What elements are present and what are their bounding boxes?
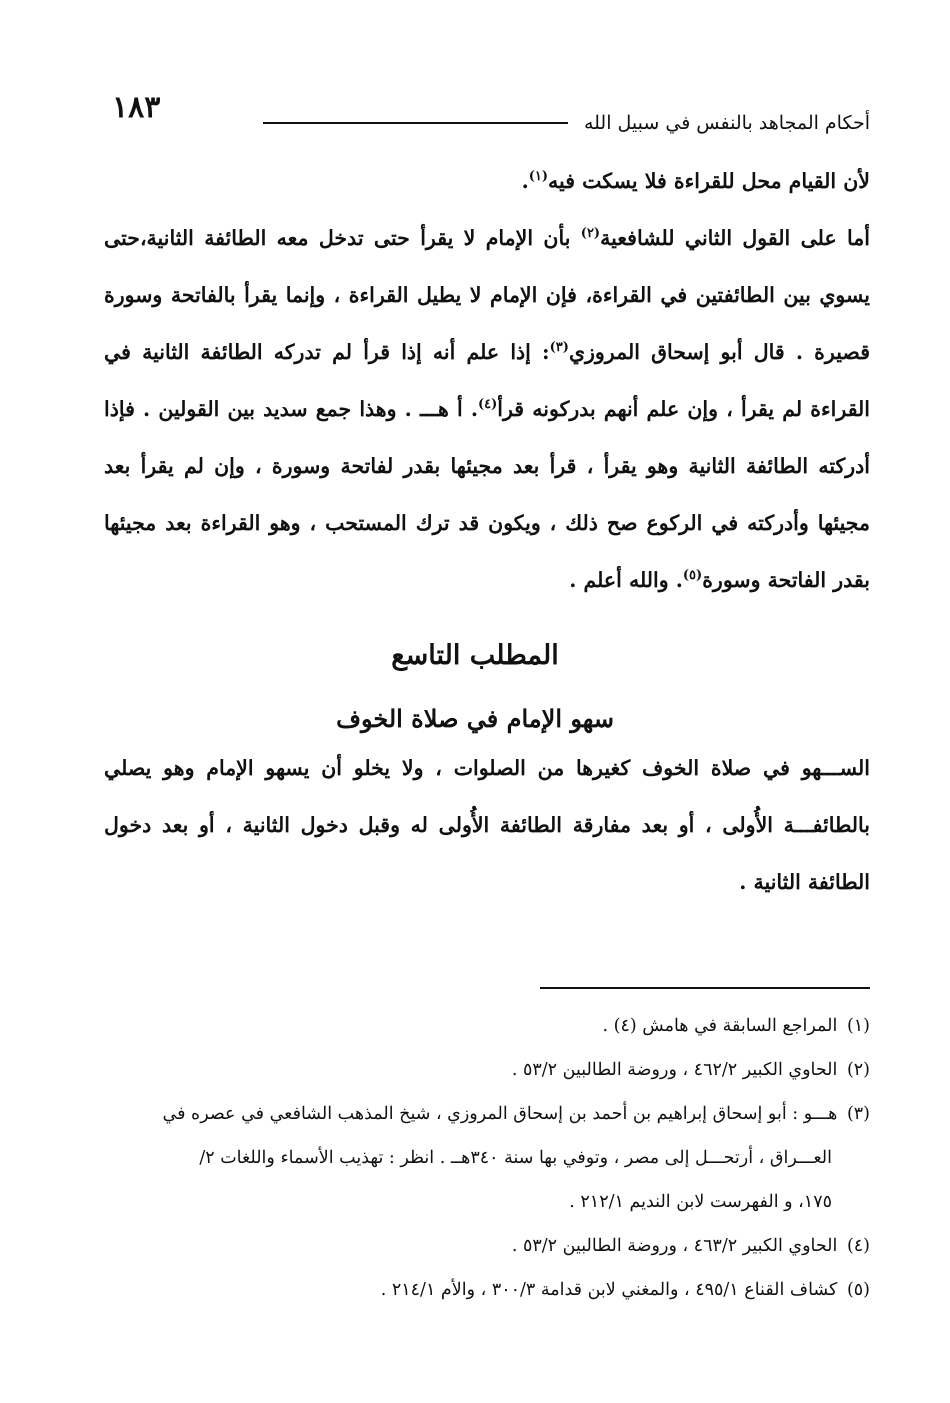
footnote-5-mark: (٥) [846, 1280, 870, 1300]
paragraph-3: الســـهو في صلاة الخوف كغيرها من الصلوات ، ولا يخلو أن يسهو الإمام وهو يصلي بالطائفـــة الأُولى ، أو بعد مفارقة الطائفة الأُولى له وقبل دخول الثانية ، أو بعد دخول الطائفة الثانية . [104, 756, 870, 894]
paragraph-2 [104, 210, 870, 609]
paragraph-1-end: . [521, 169, 529, 193]
footnote-1-text: المراجع السابقة في هامش (٤) . [602, 1016, 838, 1036]
footnote-3-mark: (٣) [846, 1104, 870, 1124]
running-header [263, 112, 870, 134]
running-title: أحكام المجاهد بالنفس في سبيل الله [583, 112, 870, 134]
paragraph-2-part-c: : إذا علم أنه إذا قرأ لم تدركه الطائفة الثانية في القراءة لم يقرأ ، وإن علم أنهم بدركونه قرأ [104, 340, 871, 421]
footnote-2-text: الحاوي الكبير ٤٦٢/٢ ، وروضة الطالبين ٥٣/٢ . [511, 1060, 838, 1080]
footnote-3-line-1 [104, 1092, 870, 1136]
footnote-4 [104, 1224, 870, 1268]
footnote-3-line-2: العـــراق ، أرتحـــل إلى مصر ، وتوفي بها سنة ٣٤٠هــ . انظر : تهذيب الأسماء واللغات ٢/ [199, 1148, 832, 1168]
footnote-ref-3: (٣) [549, 340, 569, 356]
footnote-1 [104, 1004, 870, 1048]
footnote-ref-2: (٢) [580, 226, 601, 242]
footnote-1-mark: (١) [846, 1016, 870, 1036]
footnote-ref-1: (١) [528, 169, 549, 185]
footnote-rule [540, 987, 870, 989]
footnote-5-text: كشاف القناع ٤٩٥/١ ، والمغني لابن قدامة ٣٠٠/٣ ، والأم ٢١٤/١ . [380, 1280, 838, 1300]
header-rule [263, 122, 568, 124]
section-heading: المطلب التاسع [391, 640, 559, 671]
paragraph-1-text: لأن القيام محل للقراءة فلا يسكت فيه [548, 169, 870, 193]
page-number: ١٨٣ [112, 90, 161, 125]
footnote-2-mark: (٢) [846, 1060, 870, 1080]
paragraph-2-part-d: . أ هـــ . وهذا جمع سديد بين القولين . فإذا أدركته الطائفة الثانية وهو يقرأ ، قرأ بعد مجيئها بقدر لفاتحة وسورة ، وإن لم يقرأ بعد مجيئها وأدركته في الركوع صح ذلك ، ويكون قد ترك المستحب ، وهو القراءة بعد مجيئها بقدر الفاتحة وسورة [104, 397, 870, 592]
paragraph-2-part-e: . والله أعلم . [569, 568, 683, 592]
section-title: سهو الإمام في صلاة الخوف [336, 704, 614, 733]
footnote-4-text: الحاوي الكبير ٤٦٣/٢ ، وروضة الطالبين ٥٣/٢ . [511, 1236, 838, 1256]
paragraph-2-part-a: أما على القول الثاني للشافعية [600, 226, 870, 250]
footnotes [104, 1004, 870, 1312]
paragraph-1 [104, 153, 870, 210]
footnote-3 [104, 1092, 870, 1224]
footnote-2 [104, 1048, 870, 1092]
footnote-3-text-1: هـــو : أبو إسحاق إبراهيم بن أحمد بن إسحاق المروزي ، شيخ المذهب الشافعي في عصره في [162, 1104, 838, 1124]
footnote-3-line-3: ١٧٥، و الفهرست لابن النديم ٢١٢/١ . [569, 1192, 832, 1212]
footnote-ref-4: (٤) [478, 397, 498, 413]
footnote-5 [104, 1268, 870, 1312]
footnote-4-mark: (٤) [846, 1236, 870, 1256]
paragraph-2-part-b: بأن الإمام لا يقرأ حتى تدخل معه الطائفة الثانية،حتى يسوي بين الطائفتين في القراءة، فإن الإمام لا يطيل القراءة ، وإنما يقرأ بالفاتحة وسورة قصيرة . قال أبو إسحاق المروزي [104, 226, 870, 364]
footnote-ref-5: (٥) [682, 568, 703, 584]
